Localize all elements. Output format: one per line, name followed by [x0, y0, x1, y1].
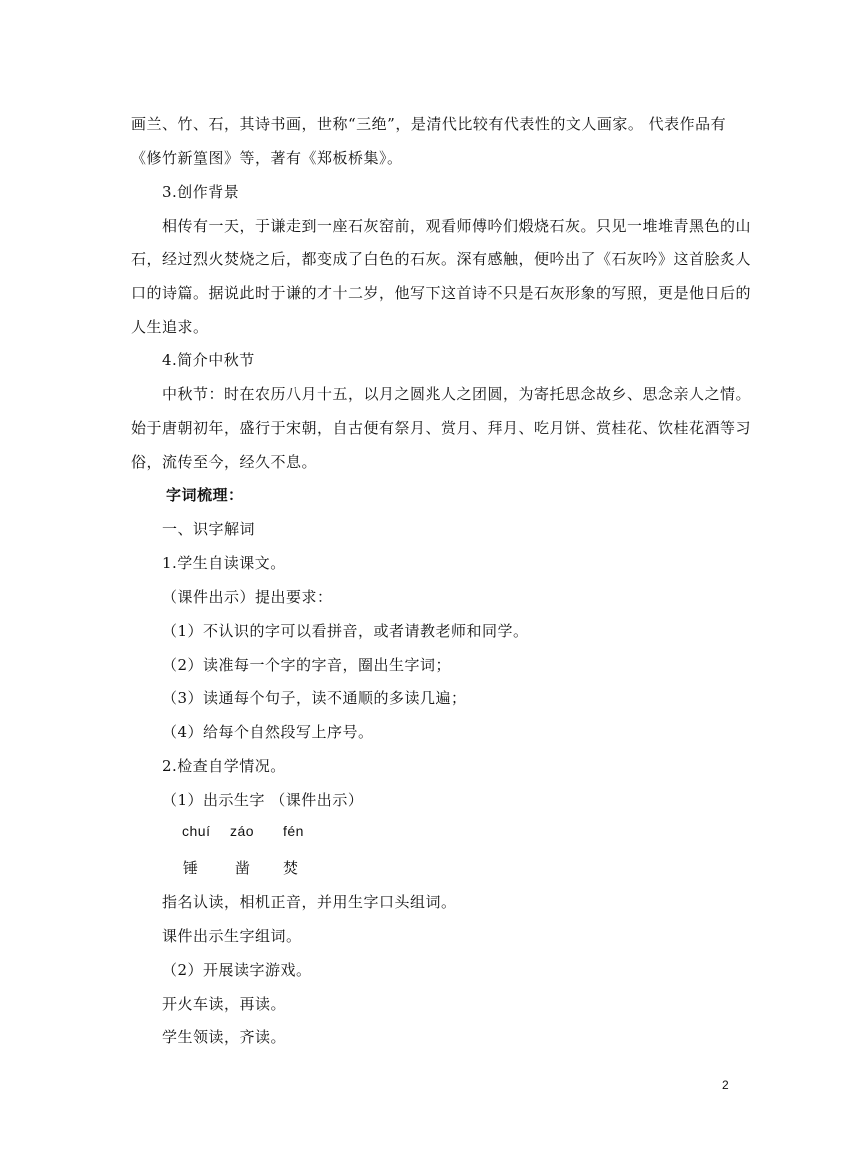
- list-item: （2）开展读字游戏。: [162, 961, 312, 979]
- list-item: （2）读准每一个字的字音，圈出生字词；: [162, 656, 452, 674]
- section-heading: 3.创作背景: [162, 183, 240, 201]
- pinyin-label: fén: [283, 823, 304, 839]
- character-label: 焚: [283, 859, 299, 877]
- paragraph-line: 相传有一天，于谦走到一座石灰窑前，观看师傅吟们煅烧石灰。只见一堆堆青黑色的山: [162, 217, 752, 235]
- bold-heading: 字词梳理：: [166, 486, 244, 504]
- pinyin-label: záo: [230, 823, 255, 839]
- paragraph-line: 俗，流传至今，经久不息。: [131, 453, 318, 471]
- character-label: 凿: [235, 859, 251, 877]
- character-label: 锤: [183, 859, 199, 877]
- page-number: 2: [722, 1078, 729, 1092]
- paragraph-line: 画兰、竹、石，其诗书画，世称“三绝”，是清代比较有代表性的文人画家。 代表作品有: [131, 115, 727, 133]
- paragraph-line: 始于唐朝初年，盛行于宋朝，自古便有祭月、赏月、拜月、吃月饼、赏桂花、饮桂花酒等习: [131, 419, 752, 437]
- paragraph-line: 指名认读，相机正音，并用生字口头组词。: [162, 893, 457, 911]
- list-item: （1）出示生字 （课件出示）: [162, 791, 364, 809]
- pinyin-label: chuí: [182, 823, 211, 839]
- list-item: （3）读通每个句子，读不通顺的多读几遍；: [162, 689, 467, 707]
- paragraph-line: 2.检查自学情况。: [162, 757, 286, 775]
- section-heading: 一、识字解词: [162, 520, 256, 538]
- paragraph-line: 《修竹新篁图》等，著有《郑板桥集》。: [131, 149, 403, 167]
- list-item: （4）给每个自然段写上序号。: [162, 723, 374, 741]
- list-item: （1）不认识的字可以看拼音，或者请教老师和同学。: [162, 622, 529, 640]
- paragraph-line: 石，经过烈火焚烧之后，都变成了白色的石灰。深有感触，便吟出了《石灰吟》这首脍炙人: [131, 250, 752, 268]
- paragraph-line: 1.学生自读课文。: [162, 554, 286, 572]
- paragraph-line: 口的诗篇。据说此时于谦的才十二岁，他写下这首诗不只是石灰形象的写照，更是他日后的: [131, 284, 752, 302]
- paragraph-line: （课件出示）提出要求：: [162, 588, 333, 606]
- paragraph-line: 学生领读，齐读。: [162, 1028, 287, 1046]
- section-heading: 4.简介中秋节: [162, 351, 255, 369]
- paragraph-line: 开火车读，再读。: [162, 995, 287, 1013]
- paragraph-line: 人生追求。: [131, 318, 209, 336]
- paragraph-line: 中秋节：时在农历八月十五，以月之圆兆人之团圆，为寄托思念故乡、思念亲人之情。: [162, 385, 752, 403]
- paragraph-line: 课件出示生字组词。: [162, 927, 302, 945]
